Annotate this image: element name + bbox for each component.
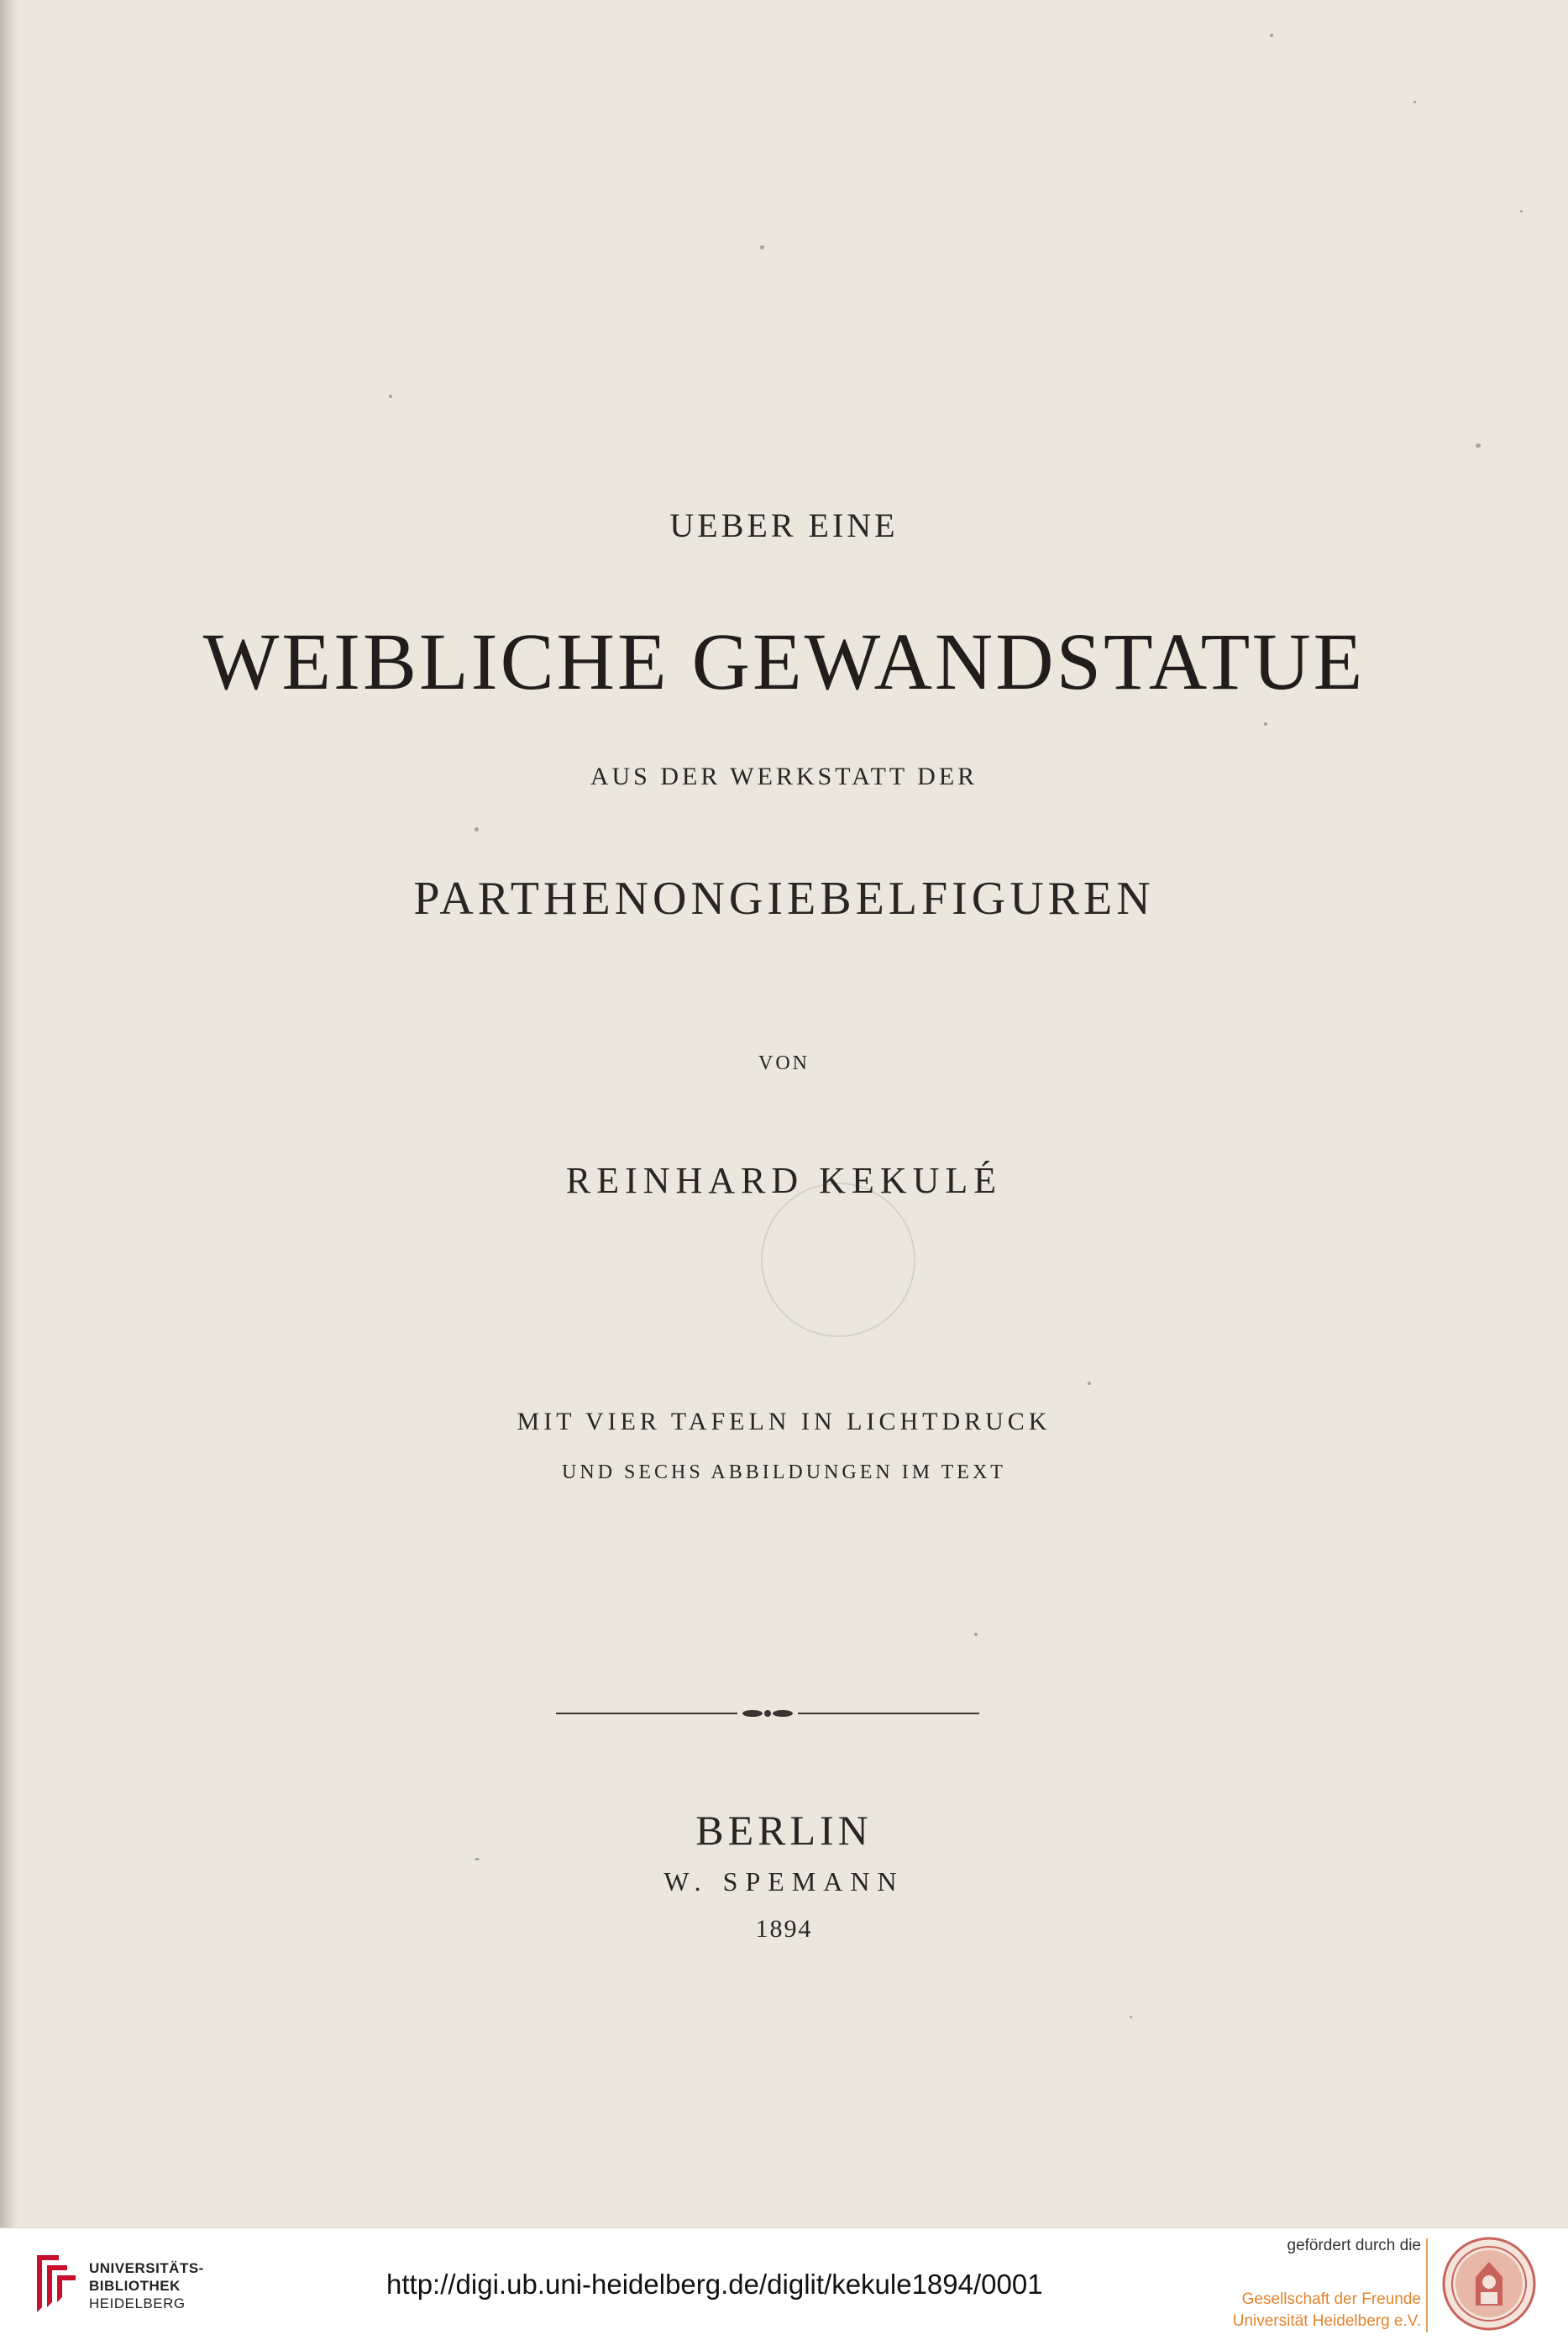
faint-library-stamp — [761, 1183, 915, 1337]
author-name: REINHARD KEKULÉ — [565, 1160, 1003, 1201]
figures-note: UND SECHS ABBILDUNGEN IM TEXT — [562, 1461, 1006, 1483]
library-name-line3: HEIDELBERG — [89, 2295, 186, 2311]
sponsor-block — [1233, 2237, 1421, 2332]
sponsor-org-line2[interactable]: Universität Heidelberg e.V. — [1232, 2312, 1421, 2330]
university-seal-icon[interactable] — [1442, 2237, 1536, 2331]
plates-note: MIT VIER TAFELN IN LICHTDRUCK — [517, 1408, 1051, 1435]
permalink-url[interactable]: http://digi.ub.uni-heidelberg.de/diglit/kekule1894/0001 — [386, 2269, 1043, 2300]
library-name-line2: BIBLIOTHEK — [89, 2278, 181, 2294]
pre-title: UEBER EINE — [669, 506, 899, 544]
footer-divider — [1426, 2238, 1428, 2332]
library-name[interactable] — [89, 2259, 204, 2312]
imprint-year: 1894 — [755, 1915, 813, 1943]
main-title: WEIBLICHE GEWANDSTATUE — [202, 616, 1366, 706]
digitization-footer — [0, 2227, 1568, 2340]
ub-heidelberg-logo-icon[interactable] — [32, 2252, 79, 2316]
title-connector: AUS DER WERKSTATT DER — [590, 763, 978, 790]
library-name-line1: UNIVERSITÄTS- — [89, 2260, 204, 2276]
imprint-city: BERLIN — [695, 1807, 873, 1854]
imprint-publisher: W. SPEMANN — [663, 1866, 905, 1897]
sponsor-lead: gefördert durch die — [1287, 2237, 1421, 2254]
sponsor-org-line1[interactable]: Gesellschaft der Freunde — [1241, 2290, 1421, 2308]
subtitle: PARTHENONGIEBELFIGUREN — [413, 873, 1155, 925]
by-line: VON — [758, 1052, 810, 1074]
ornamental-divider-icon — [556, 1707, 979, 1720]
